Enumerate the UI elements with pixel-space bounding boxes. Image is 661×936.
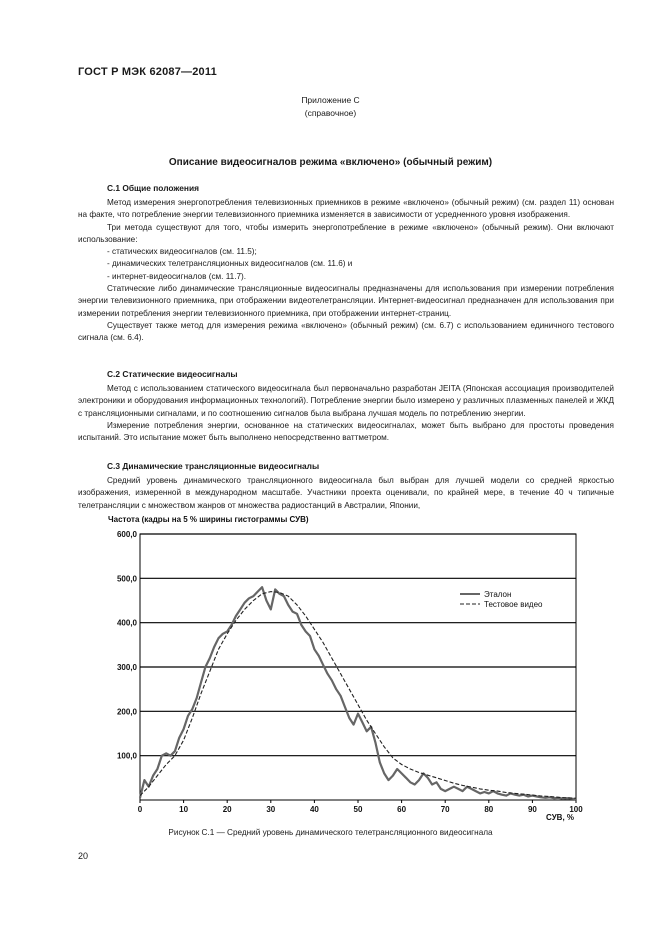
x-tick-label: 60 [397, 805, 407, 814]
x-tick-label: 70 [440, 805, 450, 814]
x-axis-label: СУВ, % [546, 813, 574, 822]
chart-svg [108, 512, 608, 832]
paragraph: Статические либо динамические трансляционные видеосигналы предназначены для использования при измерении потребления энергии телевизионного приемника, при отображении видеотелетрансляции. Интернет-видеосигнал предназначен для использования при измерении потребления энергии телевизионного приемника, при отображении интернет-страниц. [78, 284, 614, 318]
legend-label: Эталон [484, 590, 512, 599]
paragraph: Метод с использованием статического видеосигнала был первоначально разработан JEITA (Японская ассоциация производителей электроники и оборудования информационных технологий). Потребление энергии было измерено у различных плазменных панелей и ЖКД с трансляционными сигналами, и по соотношению сигналов была выбрана лучшая модель по потреблению энергии. [78, 384, 614, 418]
paragraph: Средний уровень динамического трансляционного видеосигнала был выбран для лучшей модели со средней яркостью изображения, измеренной в международном масштабе. Участники проекта оценивали, по крайней мере, в течение 40 ч типичные телетрансляции с множеством жанров от множества радиостанций в Австралии, Японии, [78, 476, 614, 510]
x-tick-label: 40 [309, 805, 319, 814]
paragraph: Существует также метод для измерения режима «включено» (обычный режим) (см. 6.7) с использованием единичного тестового сигнала (см. 6.4). [78, 320, 614, 343]
appendix-label [0, 94, 661, 120]
page-number: 20 [78, 851, 89, 861]
x-tick-label: 30 [266, 805, 276, 814]
appendix-title: Описание видеосигналов режима «включено» (обычный режим) [168, 157, 493, 168]
y-tick-label: 500,0 [116, 574, 137, 584]
x-tick-label: 10 [179, 805, 189, 814]
y-tick-label: 400,0 [116, 618, 137, 628]
y-tick-label: 100,0 [116, 751, 137, 761]
paragraph: Метод измерения энергопотребления телевизионных приемников в режиме «включено» (обычный режим) (см. раздел 11) основан на факте, что потребление энергии телевизионного приемника изменяется в зависимости от усредненного уровня изображения. [78, 198, 614, 220]
list-item: - динамических телетрансляционных видеосигналов (см. 11.6) и [107, 259, 353, 269]
figure-caption: Рисунок С.1 — Средний уровень динамического телетрансляционного видеосигнала [168, 828, 493, 837]
paragraph: Три метода существуют для того, чтобы измерить энергопотребление в режиме «включено» (обычный режим). Они включают использование: [78, 222, 614, 244]
legend-label: Тестовое видео [484, 600, 543, 609]
list-item: - интернет-видеосигналов (см. 11.7). [107, 271, 247, 281]
paragraph: Измерение потребления энергии, основанное на статических видеосигналах, может быть выбрано для простоты проведения испытаний. Это испытание может быть выполнено непосредственно ваттметром. [78, 420, 614, 443]
section-body-c3 [78, 475, 614, 512]
x-tick-label: 50 [353, 805, 363, 814]
section-body-c2 [78, 383, 614, 444]
x-tick-label: 80 [484, 805, 494, 814]
y-tick-label: 300,0 [116, 663, 137, 672]
y-tick-label: 200,0 [116, 707, 137, 717]
x-tick-label: 100 [569, 805, 583, 814]
y-axis-label: Частота (кадры на 5 % ширины гистограммы СУВ) [108, 515, 309, 524]
appendix-line1: Приложение С [301, 95, 360, 105]
list-item: - статических видеосигналов (см. 11.5); [107, 247, 257, 257]
y-tick-label: 600,0 [116, 530, 137, 539]
section-body-c1 [78, 197, 614, 345]
appendix-line2: (справочное) [304, 108, 357, 118]
section-heading-c1: С.1 Общие положения [107, 183, 200, 193]
figure-c1-chart [108, 512, 608, 832]
section-heading-c3: С.3 Динамические трансляционные видеосигналы [107, 461, 320, 471]
x-tick-label: 90 [527, 805, 537, 814]
x-tick-label: 20 [222, 805, 232, 814]
document-header: ГОСТ Р МЭК 62087—2011 [78, 66, 217, 78]
x-tick-label: 0 [137, 805, 143, 814]
section-heading-c2: С.2 Статические видеосигналы [107, 369, 238, 379]
